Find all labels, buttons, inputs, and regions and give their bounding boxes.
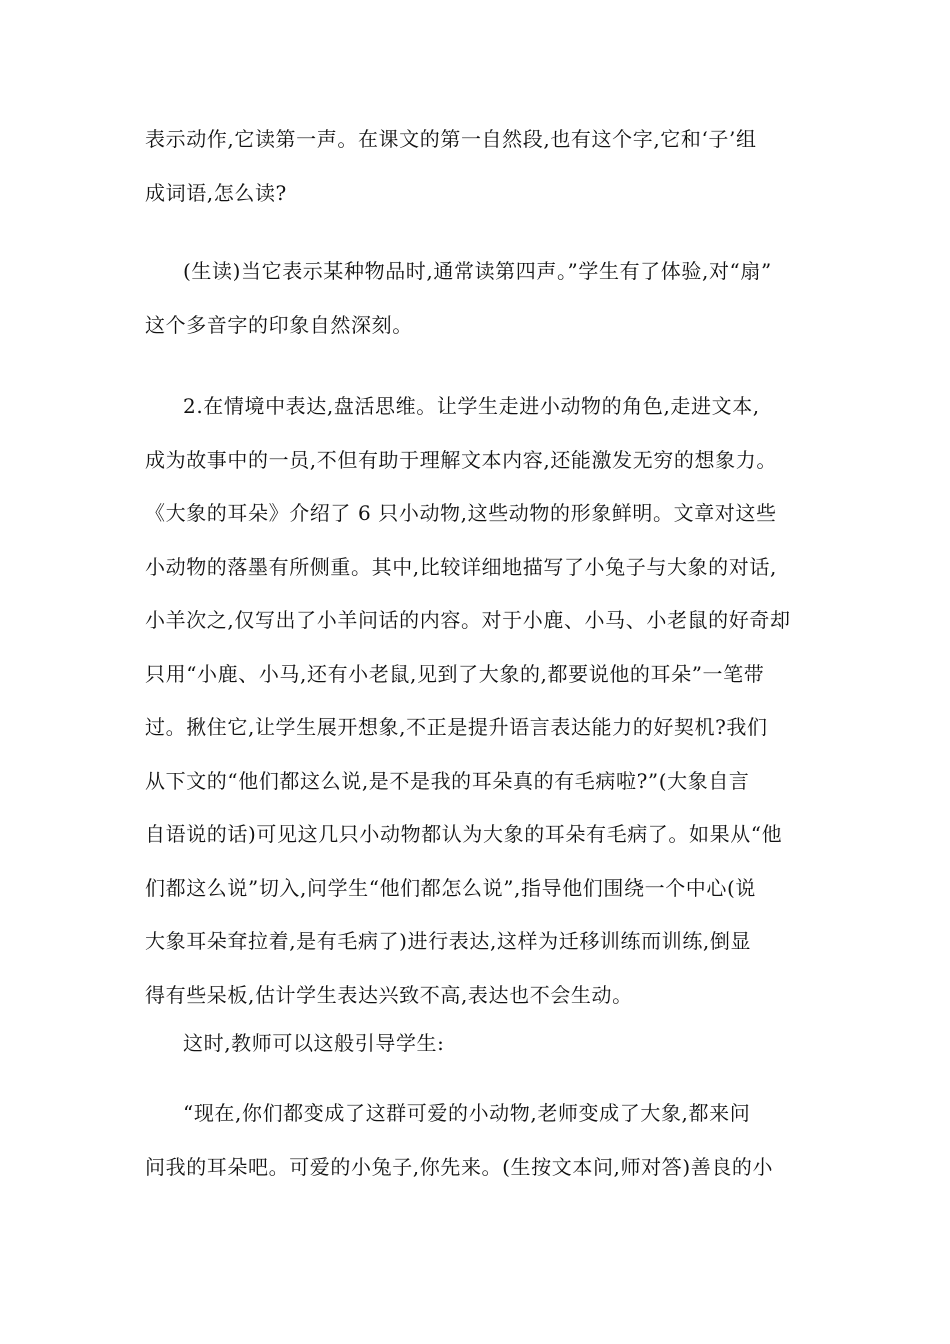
text-line: 大象耳朵耷拉着,是有毛病了)进行表达,这样为迁移训练而训练,倒显 — [145, 929, 752, 953]
text-line: 自语说的话)可见这几只小动物都认为大象的耳朵有毛病了。如果从“他 — [145, 822, 783, 846]
text-line: 得有些呆板,估计学生表达兴致不高,表达也不会生动。 — [145, 982, 633, 1007]
text-line: 《大象的耳朵》介绍了 6 只小动物,这些动物的形象鲜明。文章对这些 — [145, 501, 777, 525]
text-line: 这时,教师可以这般引导学生: — [183, 1031, 445, 1055]
text-line: 问我的耳朵吧。可爱的小兔子,你先来。(生按文本问,师对答)善良的小 — [145, 1154, 774, 1179]
text-line: 过。揪住它,让学生展开想象,不正是提升语言表达能力的好契机?我们 — [145, 715, 768, 739]
paragraph-2 — [145, 245, 813, 352]
text-line: (生读)当它表示某种物品时,通常读第四声。”学生有了体验,对“扇” — [183, 259, 772, 283]
paragraph-1 — [145, 113, 813, 220]
text-line: 2.在情境中表达,盘活思维。让学生走进小动物的角色,走进文本, — [183, 394, 760, 418]
text-line: 这个多音字的印象自然深刻。 — [145, 312, 413, 337]
text-line: 小羊次之,仅写出了小羊问话的内容。对于小鹿、小马、小老鼠的好奇却 — [145, 608, 791, 632]
paragraph-4 — [145, 1017, 813, 1071]
text-line: 从下文的“他们都这么说,是不是我的耳朵真的有毛病啦?”(大象自言 — [145, 768, 750, 793]
text-line: 成词语,怎么读? — [145, 180, 287, 205]
text-line: 成为故事中的一员,不但有助于理解文本内容,还能激发无穷的想象力。 — [145, 447, 777, 472]
text-line: 小动物的落墨有所侧重。其中,比较详细地描写了小兔子与大象的对话, — [145, 554, 777, 579]
text-line: “现在,你们都变成了这群可爱的小动物,老师变成了大象,都来问 — [183, 1101, 751, 1125]
text-line: 们都这么说”切入,问学生“他们都怎么说”,指导他们围绕一个中心(说 — [145, 875, 756, 900]
paragraph-3 — [145, 380, 813, 1022]
paragraph-5 — [145, 1087, 813, 1194]
text-line: 只用“小鹿、小马,还有小老鼠,见到了大象的,都要说他的耳朵”一笔带 — [145, 661, 765, 686]
text-line: 表示动作,它读第一声。在课文的第一自然段,也有这个字,它和‘子’组 — [145, 127, 757, 151]
